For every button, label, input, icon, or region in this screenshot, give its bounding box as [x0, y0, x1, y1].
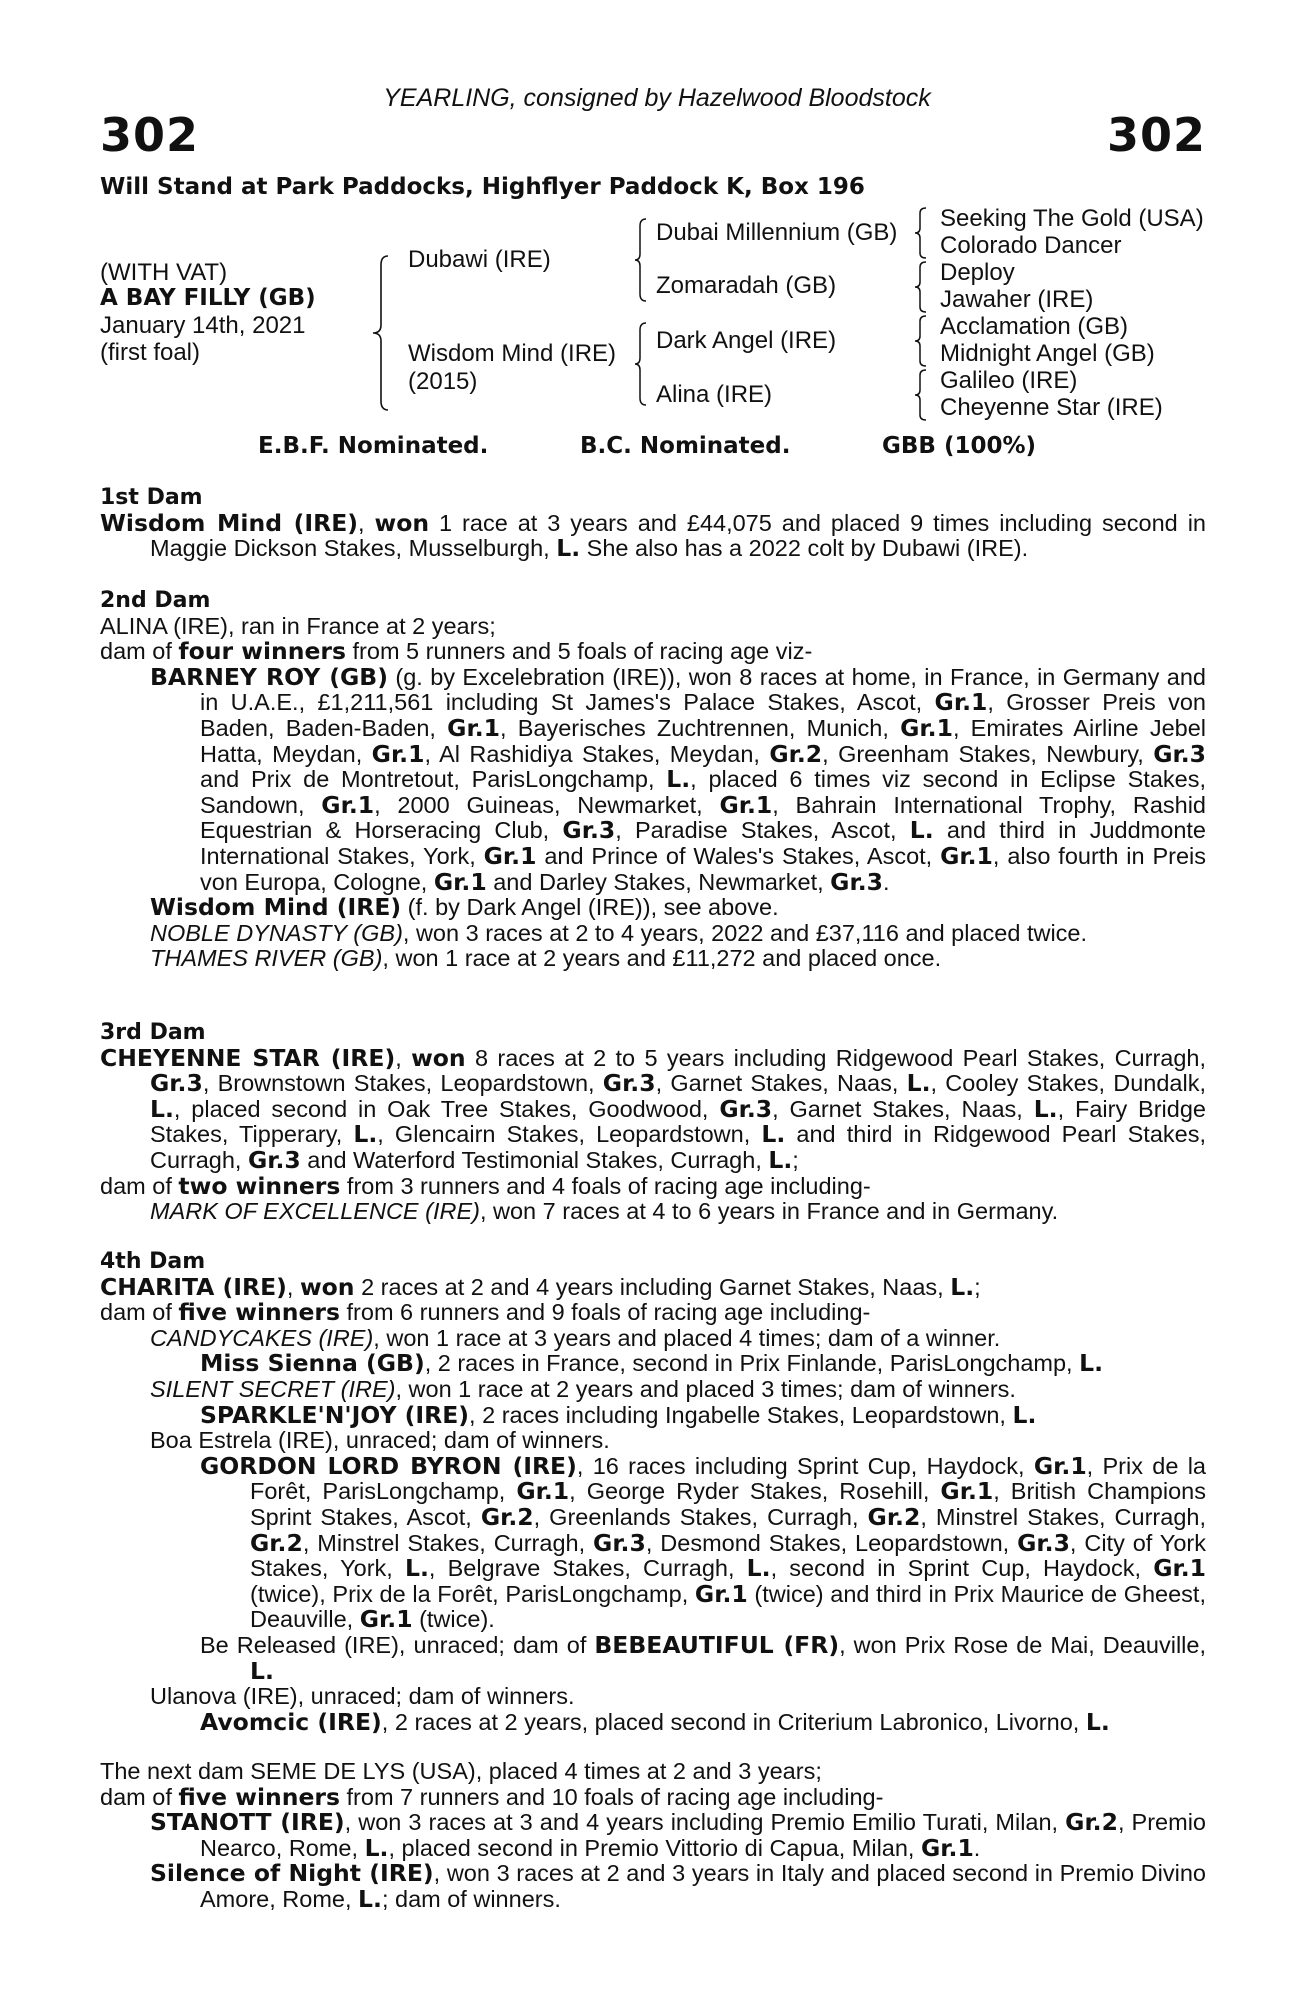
lot-number-right: 302 — [1106, 108, 1206, 162]
third-dam-section — [100, 1020, 1206, 1225]
gg-1: Seeking The Gold (USA) — [940, 205, 1204, 232]
fourth-dam-heading: 4th Dam — [100, 1249, 206, 1274]
brace-dam — [634, 322, 648, 406]
brace-sire — [634, 218, 648, 302]
sire: Dubawi (IRE) — [408, 246, 551, 273]
third-dam-heading: 3rd Dam — [100, 1020, 206, 1045]
foal-note: (first foal) — [100, 339, 201, 366]
bc-nominated: B.C. Nominated. — [580, 433, 791, 459]
brace-g4 — [914, 369, 928, 421]
mark-of-excellence-entry: MARK OF EXCELLENCE (IRE), won 7 races at 4 to 6 years in France and in Germany. — [150, 1198, 1059, 1225]
be-released-entry: Be Released (IRE), unraced; dam of BEBEAUTIFUL (FR), won Prix Rose de Mai, Deauville, L. — [200, 1630, 1206, 1685]
third-dam-record: CHEYENNE STAR (IRE), won 8 races at 2 to 5 years including Ridgewood Pearl Stakes, Curragh, Gr.3, Brownstown Stakes, Leopardstown, Gr.3, Garnet Stakes, Naas, L., Cooley Stakes, Dundalk, L., placed second in Oak Tree Stakes, Goodwood, Gr.3, Garnet Stakes, Naas, L., Fairy Bridge Stakes, Tipperary, L., Glencairn Stakes, Leopardstown, L. and third in Ridgewood Pearl Stakes, Curragh, Gr.3 and Waterford Testimonial Stakes, Curragh, L.; — [100, 1043, 1207, 1174]
first-dam-heading: 1st Dam — [100, 485, 203, 510]
gg-3: Deploy — [940, 259, 1015, 286]
ulanova-entry: Ulanova (IRE), unraced; dam of winners. — [150, 1683, 575, 1710]
second-dam-heading: 2nd Dam — [100, 588, 211, 613]
brace-g2 — [914, 261, 928, 313]
ebf-nominated: E.B.F. Nominated. — [258, 433, 489, 459]
lot-number-left: 302 — [100, 108, 200, 162]
first-dam-record: Wisdom Mind (IRE), won 1 race at 3 years and £44,075 and placed 9 times including second in Maggie Dickson Stakes, Musselburgh, L. She also has a 2022 colt by Dubawi (IRE). — [100, 508, 1206, 563]
gg-7: Galileo (IRE) — [940, 367, 1078, 394]
dam-dam: Alina (IRE) — [656, 381, 773, 408]
stanott-entry: STANOTT (IRE), won 3 races at 3 and 4 years including Premio Emilio Turati, Milan, Gr.2, Premio Nearco, Rome, L., placed second in Premio Vittorio di Capua, Milan, Gr.1. — [150, 1808, 1206, 1862]
gg-4: Jawaher (IRE) — [940, 286, 1094, 313]
candycakes-entry: CANDYCAKES (IRE), won 1 race at 3 years and placed 4 times; dam of a winner. — [150, 1324, 1001, 1351]
next-dam-section — [100, 1759, 1206, 1913]
sparkle-n-joy-entry: SPARKLE'N'JOY (IRE), 2 races including Ingabelle Stakes, Leopardstown, L. — [200, 1400, 1037, 1429]
brace-g3 — [914, 315, 928, 367]
gg-8: Cheyenne Star (IRE) — [940, 394, 1163, 421]
vat-note: (WITH VAT) — [100, 259, 228, 286]
sire-dam: Zomaradah (GB) — [656, 272, 837, 299]
gg-2: Colorado Dancer — [940, 232, 1122, 259]
horse-name: A BAY FILLY (GB) — [100, 285, 316, 311]
gbb-percentage: GBB (100%) — [882, 433, 1037, 459]
second-dam-produce-summary: dam of four winners from 5 runners and 5 foals of racing age viz- — [100, 637, 813, 666]
next-dam-line: The next dam SEME DE LYS (USA), placed 4 times at 2 and 3 years; — [100, 1758, 822, 1784]
silence-of-night-entry: Silence of Night (IRE), won 3 races at 2 and 3 years in Italy and placed second in Premio Divino Amore, Rome, L.; dam of winners. — [150, 1859, 1206, 1913]
dam-sire: Dark Angel (IRE) — [656, 327, 837, 354]
foaling-date: January 14th, 2021 — [100, 312, 306, 339]
fourth-dam-record: CHARITA (IRE), won 2 races at 2 and 4 years including Garnet Stakes, Naas, L.; — [100, 1272, 981, 1301]
boa-estrela-entry: Boa Estrela (IRE), unraced; dam of winners. — [150, 1427, 610, 1454]
brace-main — [372, 255, 390, 411]
dam-year: (2015) — [408, 368, 478, 395]
stand-location: Will Stand at Park Paddocks, Highflyer Paddock K, Box 196 — [100, 174, 865, 200]
second-dam-section — [100, 588, 1206, 972]
gg-6: Midnight Angel (GB) — [940, 340, 1155, 367]
silent-secret-entry: SILENT SECRET (IRE), won 1 race at 2 years and placed 3 times; dam of winners. — [150, 1375, 1016, 1402]
brace-g1 — [914, 207, 928, 259]
thames-river-entry: THAMES RIVER (GB), won 1 race at 2 years and £11,272 and placed once. — [150, 945, 942, 972]
barney-roy-record: BARNEY ROY (GB) (g. by Excelebration (IRE)), won 8 races at home, in France, in Germany and in U.A.E., £1,211,561 including St James's Palace Stakes, Ascot, Gr.1, Grosser Preis von Baden, Baden-Baden, Gr.1, Bayerisches Zuchtrennen, Munich, Gr.1, Emirates Airline Jebel Hatta, Meydan, Gr.1, Al Rashidiya Stakes, Meydan, Gr.2, Greenham Stakes, Newbury, Gr.3 and Prix de Montretout, ParisLongchamp, L., placed 6 times viz second in Eclipse Stakes, Sandown, Gr.1, 2000 Guineas, Newmarket, Gr.1, Bahrain International Trophy, Rashid Equestrian & Horseracing Club, Gr.3, Paradise Stakes, Ascot, L. and third in Juddmonte International Stakes, York, Gr.1 and Prince of Wales's Stakes, Ascot, Gr.1, also fourth in Preis von Europa, Cologne, Gr.1 and Darley Stakes, Newmarket, Gr.3. — [150, 662, 1207, 896]
second-dam-line: ALINA (IRE), ran in France at 2 years; — [100, 612, 496, 639]
first-dam-section — [100, 485, 1206, 562]
miss-sienna-entry: Miss Sienna (GB), 2 races in France, second in Prix Finlande, ParisLongchamp, L. — [200, 1349, 1104, 1378]
avomcic-entry: Avomcic (IRE), 2 races at 2 years, placed second in Criterium Labronico, Livorno, L. — [200, 1707, 1110, 1736]
first-dam-name: Wisdom Mind (IRE) — [100, 508, 358, 537]
gg-5: Acclamation (GB) — [940, 313, 1129, 340]
consignment-line: YEARLING, consigned by Hazelwood Bloodstock — [383, 84, 931, 112]
third-dam-produce-summary: dam of two winners from 3 runners and 4 foals of racing age including- — [100, 1171, 871, 1200]
noble-dynasty-entry: NOBLE DYNASTY (GB), won 3 races at 2 to 4 years, 2022 and £37,116 and placed twice. — [150, 919, 1088, 946]
next-dam-produce-summary: dam of five winners from 7 runners and 10 foals of racing age including- — [100, 1782, 884, 1811]
wisdom-mind-entry: Wisdom Mind (IRE) (f. by Dark Angel (IRE)), see above. — [150, 893, 779, 922]
gordon-lord-byron-entry: GORDON LORD BYRON (IRE), 16 races including Sprint Cup, Haydock, Gr.1, Prix de la Forêt, ParisLongchamp, Gr.1, George Ryder Stakes, Rosehill, Gr.1, British Champions Sprint Stakes, Ascot, Gr.2, Greenlands Stakes, Curragh, Gr.2, Minstrel Stakes, Curragh, Gr.2, Minstrel Stakes, Curragh, Gr.3, Desmond Stakes, Leopardstown, Gr.3, City of York Stakes, York, L., Belgrave Stakes, Curragh, L., second in Sprint Cup, Haydock, Gr.1 (twice), Prix de la Forêt, ParisLongchamp, Gr.1 (twice) and third in Prix Maurice de Gheest, Deauville, Gr.1 (twice). — [200, 1451, 1207, 1634]
dam: Wisdom Mind (IRE) — [408, 340, 617, 367]
fourth-dam-section — [100, 1249, 1206, 1735]
fourth-dam-produce-summary: dam of five winners from 6 runners and 9 foals of racing age including- — [100, 1298, 871, 1327]
sire-sire: Dubai Millennium (GB) — [656, 219, 898, 246]
